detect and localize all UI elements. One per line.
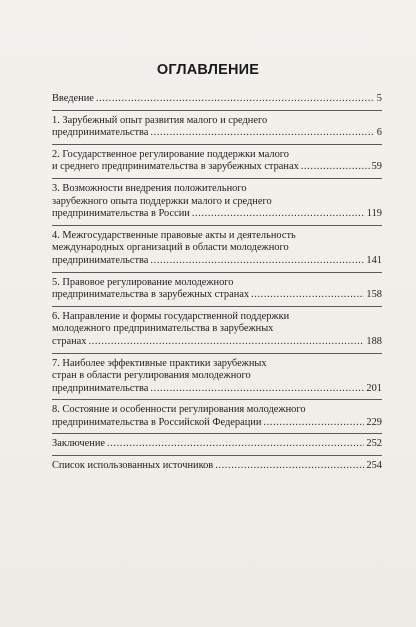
toc-entry-text: 2. Государственное регулирование поддержки малого: [52, 148, 289, 160]
toc-entry-text: предпринимательства: [52, 127, 149, 139]
dot-leader: [301, 161, 370, 174]
toc-entry: [52, 311, 382, 349]
toc-entry-text: странах: [52, 335, 87, 347]
toc-entry: [52, 149, 382, 174]
dot-leader: [107, 438, 364, 451]
toc-entry-text: стран в области регулирования молодежного: [52, 370, 251, 382]
toc-entry: [52, 277, 382, 302]
toc-page-number: 188: [366, 335, 382, 347]
toc-entry-text: международных организаций в области молодежного: [52, 242, 289, 254]
toc-entry-text: Заключение: [52, 438, 105, 450]
dot-leader: [150, 255, 364, 268]
toc-page-number: 201: [366, 382, 382, 394]
toc-entry: [52, 230, 382, 268]
divider: [52, 353, 382, 354]
toc-page-number: 141: [366, 254, 382, 266]
toc-entry: [52, 358, 382, 396]
toc-entry: [52, 183, 382, 221]
toc-entry-text: 8. Состояние и особенности регулирования молодежного: [52, 404, 306, 416]
toc-entry-text: предпринимательства в зарубежных странах: [52, 289, 250, 301]
toc-entry-text: предпринимательства в Российской Федерации: [52, 416, 262, 428]
toc-page-number: 229: [366, 416, 382, 428]
toc-entry-text: предпринимательства: [52, 254, 149, 266]
dot-leader: [215, 460, 364, 473]
divider: [52, 144, 382, 145]
divider: [52, 225, 382, 226]
toc-entry-text: молодежного предпринимательства в зарубежных: [52, 323, 274, 335]
dot-leader: [96, 93, 375, 106]
divider: [52, 306, 382, 307]
dot-leader: [251, 289, 364, 302]
toc-page-number: 5: [376, 93, 382, 104]
dot-leader: [263, 417, 364, 430]
toc-entry-text: и среднего предпринимательства в зарубежных странах: [52, 161, 299, 173]
toc-page-number: 6: [376, 127, 382, 139]
toc-entry: [52, 460, 382, 473]
toc-entry-text: предпринимательства в России: [52, 208, 190, 220]
toc-entry: [52, 93, 382, 106]
toc-entry-text: 5. Правовое регулирование молодежного: [52, 276, 234, 288]
dot-leader: [150, 127, 374, 140]
toc-entry: [52, 404, 382, 429]
toc-entry-text: Список использованных источников: [52, 460, 214, 472]
toc-page-number: 254: [366, 460, 382, 472]
toc-page-number: 119: [366, 208, 382, 220]
toc-entry-text: предпринимательства: [52, 382, 149, 394]
toc-entry-text: 4. Межгосударственные правовые акты и деятельность: [52, 229, 296, 241]
toc-page-number: 158: [366, 289, 382, 301]
toc-page-number: 59: [371, 161, 382, 173]
toc-entry-text: 1. Зарубежный опыт развития малого и среднего: [52, 114, 268, 126]
table-of-contents: [52, 93, 382, 473]
dot-leader: [192, 208, 365, 221]
toc-entry-text: 6. Направление и формы государственной поддержки: [52, 310, 290, 322]
toc-entry-text: зарубежного опыта поддержки малого и среднего: [52, 195, 272, 207]
divider: [52, 178, 382, 179]
dot-leader: [150, 383, 364, 396]
divider: [52, 272, 382, 273]
toc-entry-text: 3. Возможности внедрения положительного: [52, 182, 247, 194]
toc-entry-text: Введение: [52, 93, 94, 104]
dot-leader: [88, 336, 364, 349]
toc-page-number: 252: [366, 438, 382, 450]
divider: [52, 110, 382, 111]
toc-entry: [52, 115, 382, 140]
divider: [52, 399, 382, 400]
toc-entry-text: 7. Наиболее эффективные практики зарубежных: [52, 357, 267, 369]
divider: [52, 433, 382, 434]
toc-entry: [52, 438, 382, 451]
divider: [52, 455, 382, 456]
page-title: ОГЛАВЛЕНИЕ: [156, 62, 260, 78]
